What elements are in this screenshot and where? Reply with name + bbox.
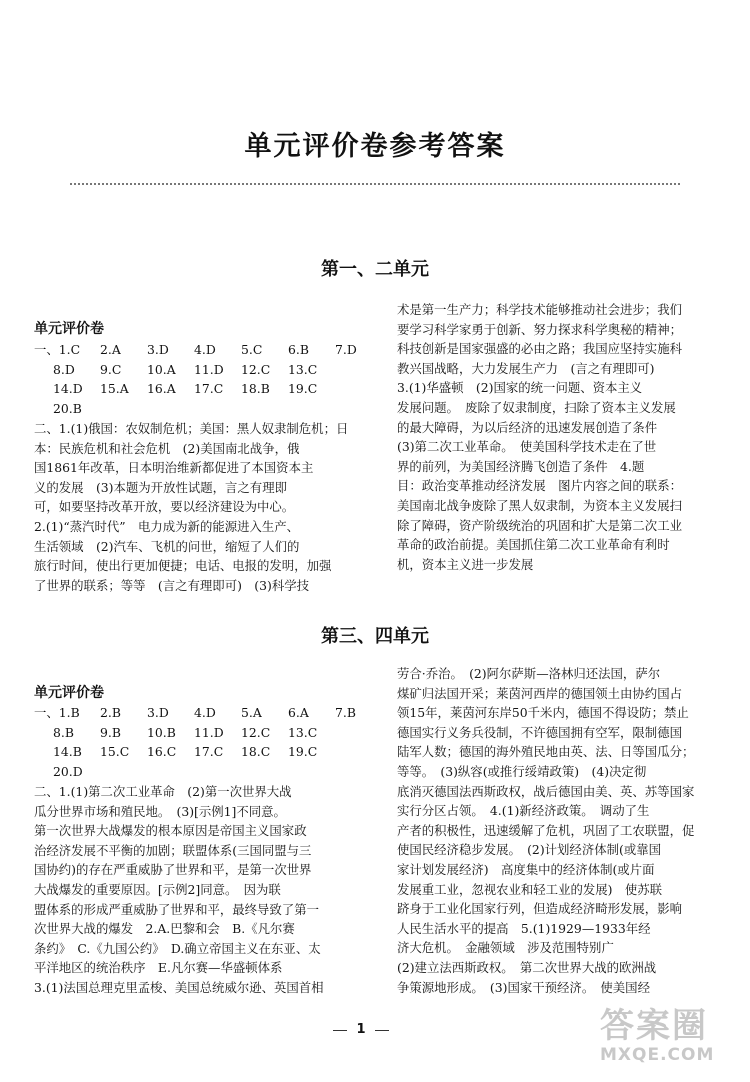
page-title: 单元评价卷参考答案 xyxy=(244,131,506,162)
watermark-mark: 答案圈 xyxy=(600,1006,708,1046)
section2-left-column xyxy=(34,782,384,998)
text-line: 家计划发展经济) 高度集中的经济体制(或片面 xyxy=(397,861,655,877)
text-line: 界的前列，为美国经济腾飞创造了条件 4.题 xyxy=(397,458,645,474)
text-line: 3.(1)华盛顿 (2)国家的统一问题、资本主义 xyxy=(397,380,643,396)
text-line: 平洋地区的统治秩序 E.凡尔赛—华盛顿体系 xyxy=(34,960,283,976)
answer-row xyxy=(34,723,382,743)
text-line: 二、1.(1)第二次工业革命 (2)第一次世界大战 xyxy=(34,784,292,799)
answer-item: 14.B xyxy=(53,744,82,760)
answer-item: 8.D xyxy=(53,361,75,377)
answer-row xyxy=(34,703,382,723)
text-line: 旅行时间，使出行更加便捷；电话、电报的发明，加强 xyxy=(34,558,332,574)
answer-item: 13.C xyxy=(288,724,318,740)
answer-item: 7.B xyxy=(335,705,356,720)
text-line: 煤矿归法国开采；莱茵河西岸的德国领土由协约国占 xyxy=(397,685,682,701)
text-line: 生活领域 (2)汽车、飞机的问世，缩短了人们的 xyxy=(34,538,300,554)
section2-right-column xyxy=(397,664,717,997)
answer-row xyxy=(34,399,382,419)
answer-item: 9.B xyxy=(100,724,121,740)
answer-item: 4.D xyxy=(194,342,216,357)
answer-item: 12.C xyxy=(241,724,271,740)
text-line: 盟体系的形成严重威胁了世界和平，最终导致了第一 xyxy=(34,901,319,917)
text-line: 底消灭德国法西斯政权，战后德国由美、英、苏等国家 xyxy=(397,783,695,799)
watermark-domain: MXQE.COM xyxy=(600,1045,715,1065)
section1-left-column xyxy=(34,419,384,595)
text-line: 国协约)的存在严重威胁了世界和平，是第一次世界 xyxy=(34,862,312,878)
text-line: 义的发展 (3)本题为开放性试题，言之有理即 xyxy=(34,479,287,495)
text-line: 术是第一生产力；科学技术能够推动社会进步；我们 xyxy=(397,302,682,317)
answer-item: 10.B xyxy=(147,724,176,740)
answer-item: 8.B xyxy=(53,724,74,740)
text-line: 教兴国战略，大力发展生产力 (言之有理即可) xyxy=(397,360,655,376)
answer-row xyxy=(34,742,382,762)
text-line: 了世界的联系；等等 (言之有理即可) (3)科学技 xyxy=(34,577,310,593)
text-line: 使国民经济稳步发展。 (2)计划经济体制(或靠国 xyxy=(397,842,661,858)
section-subtitle-2: 单元评价卷 xyxy=(34,685,104,701)
text-line: 次世界大战的爆发 2.A.巴黎和会 B.《凡尔赛 xyxy=(34,921,295,937)
answer-item: 20.D xyxy=(53,763,83,779)
text-line: 陆军人数；德国的海外殖民地由英、法、日等国瓜分； xyxy=(397,744,695,760)
text-line: 3.(1)法国总理克里孟梭、美国总统威尔逊、英国首相 xyxy=(34,979,324,995)
text-line: 可，如要坚持改革开放，要以经济建设为中心。 xyxy=(34,499,295,515)
text-line: 领15年，莱茵河东岸50千米内，德国不得设防；禁止 xyxy=(397,705,689,721)
text-line: 除了障碍，资产阶级统治的巩固和扩大是第二次工业 xyxy=(397,517,682,533)
text-line: (3)第二次工业革命。 使美国科学技术走在了世 xyxy=(397,439,657,455)
text-line: 济大危机。 金融领域 涉及范围特别广 xyxy=(397,940,614,956)
answer-item: 17.C xyxy=(194,744,224,760)
answer-item: 19.C xyxy=(288,744,318,760)
text-line: 条约》 C.《九国公约》 D.确立帝国主义在东亚、太 xyxy=(34,940,321,956)
text-line: 发展问题。 废除了奴隶制度，扫除了资本主义发展 xyxy=(397,399,676,415)
answer-item: 15.C xyxy=(100,744,130,760)
answer-item: 6.A xyxy=(288,705,309,720)
text-line: 第一次世界大战爆发的根本原因是帝国主义国家政 xyxy=(34,823,307,839)
text-line: 实行分区占领。 4.(1)新经济政策。 调动了生 xyxy=(397,803,650,819)
text-line: 产者的积极性，迅速缓解了危机，巩固了工农联盟，促 xyxy=(397,822,695,838)
answer-item: 13.C xyxy=(288,361,318,377)
answer-item: 5.A xyxy=(241,705,262,720)
answer-item: 15.A xyxy=(100,381,129,397)
watermark-logo xyxy=(600,1008,740,1072)
answer-item: 5.C xyxy=(241,342,263,357)
answer-item: 10.A xyxy=(147,361,176,377)
text-line: (2)建立法西斯政权。 第二次世界大战的欧洲战 xyxy=(397,959,657,975)
text-line: 治经济发展不平衡的加剧；联盟体系(三国同盟与三 xyxy=(34,842,312,858)
text-line: 要学习科学家勇于创新、努力探求科学奥秘的精神； xyxy=(397,321,682,337)
text-line: 机，资本主义进一步发展 xyxy=(397,556,534,572)
section-subtitle-1: 单元评价卷 xyxy=(34,321,104,337)
answer-row xyxy=(34,379,382,399)
answer-item: 16.C xyxy=(147,744,177,760)
answer-item: 一、1.C xyxy=(34,342,81,357)
answer-item: 12.C xyxy=(241,361,271,377)
answer-item: 2.A xyxy=(100,342,121,357)
text-line: 跻身于工业化国家行列，但造成经济畸形发展，影响 xyxy=(397,901,682,917)
text-line: 革命的政治前提。美国抓住第二次工业革命有利时 xyxy=(397,537,670,553)
answer-item: 14.D xyxy=(53,381,83,397)
answer-item: 7.D xyxy=(335,342,357,357)
text-line: 瓜分世界市场和殖民地。 (3)[示例1]不同意。 xyxy=(34,803,286,819)
answer-item: 11.D xyxy=(194,361,224,377)
section-title-1: 第一、二单元 xyxy=(321,259,429,280)
answer-item: 一、1.B xyxy=(34,705,80,720)
answer-item: 11.D xyxy=(194,724,224,740)
answer-item: 18.C xyxy=(241,744,271,760)
answer-item: 20.B xyxy=(53,400,82,416)
answer-item: 19.C xyxy=(288,381,318,397)
answer-item: 9.C xyxy=(100,361,122,377)
answer-item: 16.A xyxy=(147,381,176,397)
text-line: 本：民族危机和社会危机 (2)美国南北战争，俄 xyxy=(34,440,300,456)
answer-row xyxy=(34,360,382,380)
text-line: 发展重工业，忽视农业和轻工业的发展) 使苏联 xyxy=(397,881,663,897)
answer-row xyxy=(34,340,382,360)
text-line: 二、1.(1)俄国：农奴制危机；美国：黑人奴隶制危机；日 xyxy=(34,421,349,436)
text-line: 国1861年改革，日本明治维新都促进了本国资本主 xyxy=(34,460,314,476)
answer-item: 3.D xyxy=(147,705,169,720)
text-line: 的最大障碍，为以后经济的迅速发展创造了条件 xyxy=(397,419,658,435)
title-divider xyxy=(70,183,680,185)
answer-item: 4.D xyxy=(194,705,216,720)
section1-right-column xyxy=(397,300,717,574)
page-number: 1 xyxy=(349,1022,373,1037)
answer-item: 2.B xyxy=(100,705,121,720)
answer-row xyxy=(34,762,382,782)
text-line: 科技创新是国家强盛的必由之路；我国应坚持实施科 xyxy=(397,341,682,357)
text-line: 德国实行义务兵役制，不许德国拥有空军，限制德国 xyxy=(397,724,682,740)
answer-item: 6.B xyxy=(288,342,309,357)
answer-item: 18.B xyxy=(241,381,270,397)
section-title-2: 第三、四单元 xyxy=(321,626,429,647)
text-line: 争策源地形成。 (3)国家干预经济。 使美国经 xyxy=(397,979,650,995)
text-line: 大战爆发的重要原因。[示例2]同意。 因为联 xyxy=(34,881,281,897)
text-line: 劳合·乔治。 (2)阿尔萨斯—洛林归还法国，萨尔 xyxy=(397,666,661,681)
text-line: 2.(1)“蒸汽时代” 电力成为新的能源进入生产、 xyxy=(34,518,300,534)
text-line: 人民生活水平的提高 5.(1)1929—1933年经 xyxy=(397,920,651,936)
choice-answers-1 xyxy=(34,340,382,418)
text-line: 目：政治变革推动经济发展 图片内容之间的联系： xyxy=(397,478,682,494)
text-line: 等等。 (3)纵容(或推行绥靖政策) (4)决定彻 xyxy=(397,763,647,779)
answer-item: 3.D xyxy=(147,342,169,357)
choice-answers-2 xyxy=(34,703,382,781)
answer-item: 17.C xyxy=(194,381,224,397)
text-line: 美国南北战争废除了黑人奴隶制，为资本主义发展扫 xyxy=(397,497,682,513)
